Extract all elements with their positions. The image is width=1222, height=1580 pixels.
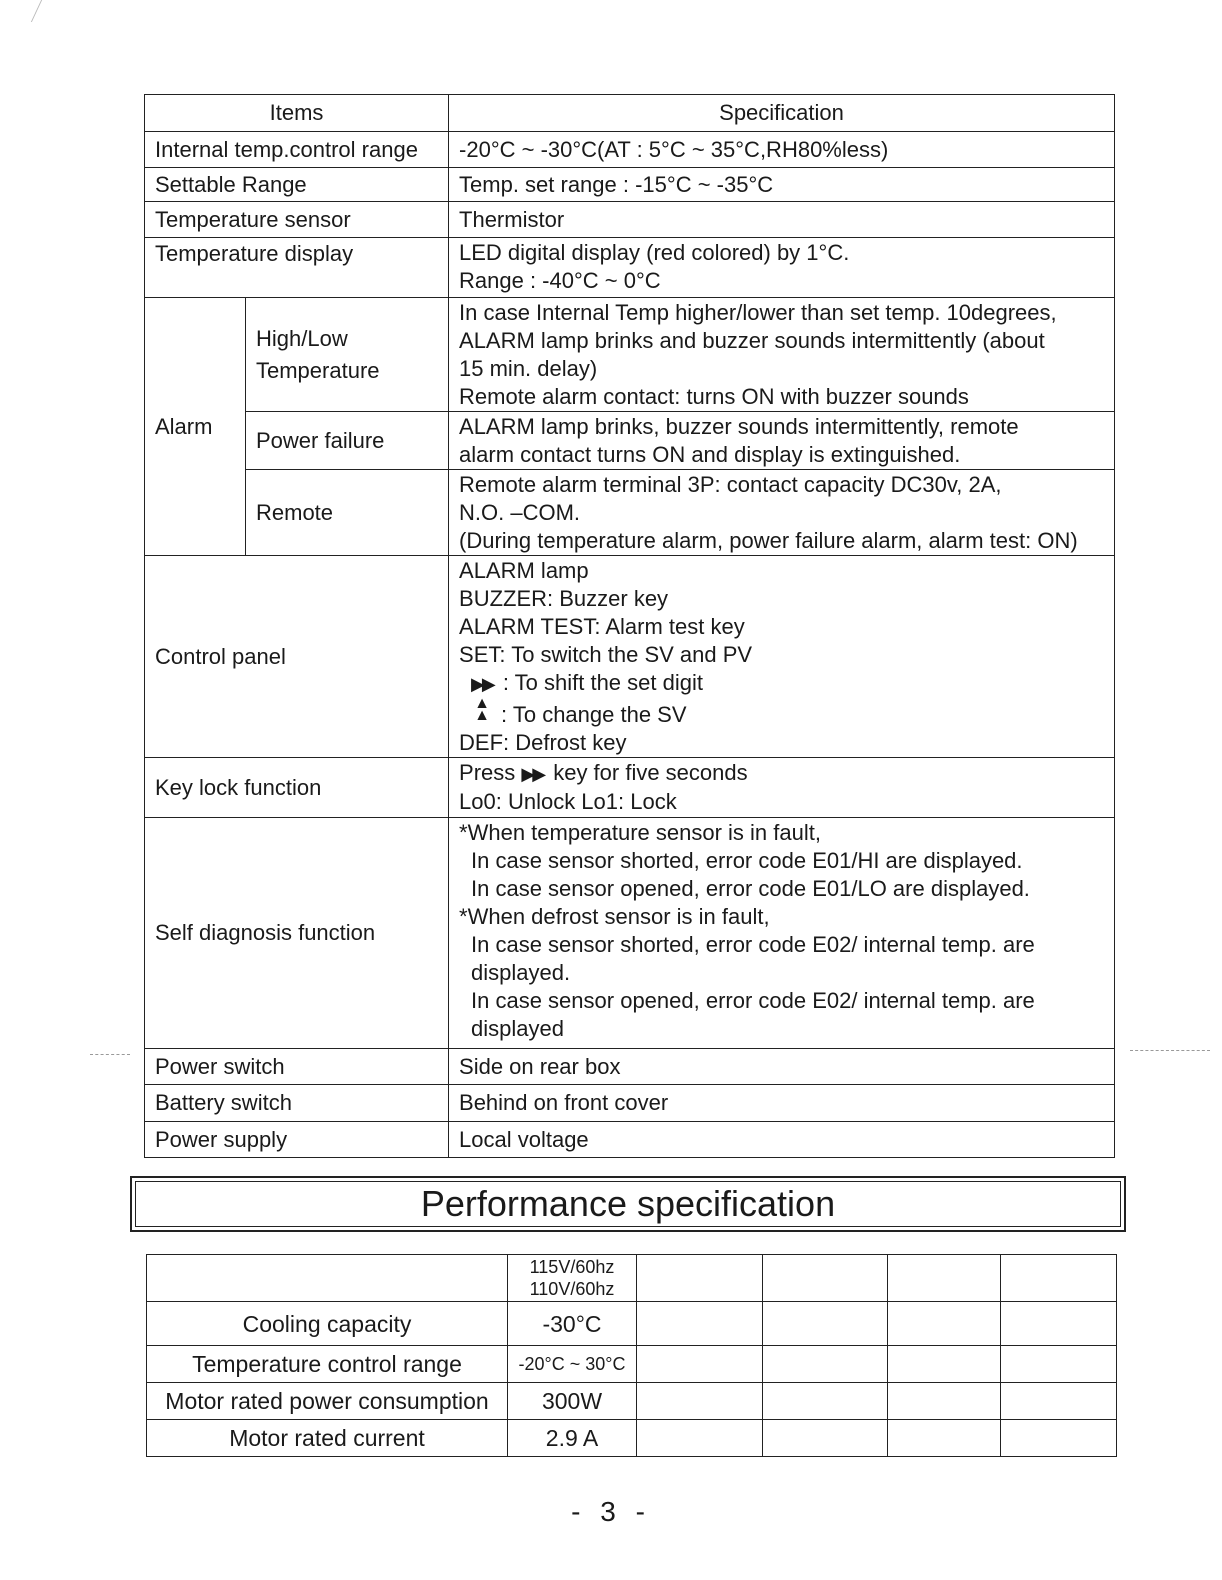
press-rest-text: key for five seconds (553, 760, 748, 785)
spec-line: ALARM TEST: Alarm test key (459, 614, 745, 639)
perf-value: 2.9 A (508, 1420, 637, 1457)
perf-empty-cell (888, 1255, 1001, 1302)
perf-value: -20°C ~ 30°C (508, 1346, 637, 1383)
row-power-switch (145, 1049, 1115, 1085)
spec-line: alarm contact turns ON and display is extinguished. (459, 442, 961, 467)
item-battery-switch: Battery switch (145, 1085, 449, 1122)
spec-line: N.O. –COM. (459, 500, 581, 525)
perf-value: 300W (508, 1383, 637, 1420)
sub-line: Temperature (256, 357, 380, 383)
item-self-diagnosis: Self diagnosis function (145, 818, 449, 1049)
item-power-switch: Power switch (145, 1049, 449, 1085)
specification-table (144, 94, 1115, 1158)
shift-text: : To shift the set digit (502, 670, 703, 695)
row-settable (145, 168, 1115, 202)
item-settable: Settable Range (145, 168, 449, 202)
perf-empty-cell (637, 1346, 763, 1383)
spec-line: displayed (471, 1016, 564, 1041)
spec-line: In case sensor opened, error code E01/LO are displayed. (471, 876, 1030, 901)
spec-line: *When defrost sensor is in fault, (459, 904, 770, 929)
spec-line: ALARM lamp (459, 558, 589, 583)
perf-empty-cell (763, 1420, 888, 1457)
performance-table (146, 1254, 1117, 1457)
perf-empty-cell (1001, 1420, 1117, 1457)
spec-line-shift (459, 669, 1104, 698)
perf-label: Temperature control range (147, 1346, 508, 1383)
performance-title-box (130, 1176, 1126, 1232)
spec-key-lock (449, 758, 1115, 818)
perf-empty-cell (888, 1346, 1001, 1383)
perf-row (147, 1383, 1117, 1420)
spec-high-low (449, 298, 1115, 412)
scan-artifact-line (1130, 1050, 1210, 1051)
spec-line: ALARM lamp brinks, buzzer sounds intermittently, remote (459, 414, 1019, 439)
spec-line: In case sensor shorted, error code E02/ internal temp. are (471, 932, 1035, 957)
perf-empty-cell (888, 1383, 1001, 1420)
up-double-triangle-icon: ▲ ▲ (474, 695, 490, 724)
spec-control-panel (449, 556, 1115, 758)
spec-line: In case sensor opened, error code E02/ internal temp. are (471, 988, 1035, 1013)
row-alarm-remote (145, 470, 1115, 556)
perf-empty-cell (888, 1420, 1001, 1457)
perf-empty-cell (763, 1302, 888, 1346)
spec-settable: Temp. set range : -15°C ~ -35°C (449, 168, 1115, 202)
perf-empty-cell (763, 1346, 888, 1383)
perf-empty-cell (637, 1383, 763, 1420)
item-display: Temperature display (145, 238, 449, 298)
spec-line: displayed. (471, 960, 571, 985)
perf-row (147, 1420, 1117, 1457)
row-internal-temp (145, 132, 1115, 168)
perf-header-empty (147, 1255, 508, 1302)
perf-empty-cell (888, 1302, 1001, 1346)
sub-line: High/Low (256, 325, 348, 351)
scan-artifact-line (90, 1054, 130, 1055)
spec-battery-switch: Behind on front cover (449, 1085, 1115, 1122)
perf-empty-cell (763, 1383, 888, 1420)
header-row (145, 95, 1115, 132)
spec-line: SET: To switch the SV and PV (459, 642, 753, 667)
spec-sensor: Thermistor (449, 202, 1115, 238)
change-text: : To change the SV (501, 702, 687, 727)
row-alarm-high-low (145, 298, 1115, 412)
row-power-supply (145, 1122, 1115, 1158)
item-control-panel: Control panel (145, 556, 449, 758)
perf-row (147, 1346, 1117, 1383)
perf-value: -30°C (508, 1302, 637, 1346)
sub-power-failure: Power failure (246, 412, 449, 470)
spec-line: *When temperature sensor is in fault, (459, 820, 821, 845)
perf-empty-cell (763, 1255, 888, 1302)
item-sensor: Temperature sensor (145, 202, 449, 238)
spec-internal-temp: -20°C ~ -30°C(AT : 5°C ~ 35°C,RH80%less) (449, 132, 1115, 168)
perf-label: Motor rated power consumption (147, 1383, 508, 1420)
spec-line: Range : -40°C ~ 0°C (459, 268, 661, 293)
spec-line: 15 min. delay) (459, 356, 598, 381)
item-power-supply: Power supply (145, 1122, 449, 1158)
spec-self-diagnosis (449, 818, 1115, 1049)
spec-line-change (459, 695, 1104, 729)
perf-empty-cell (1001, 1255, 1117, 1302)
voltage-line: 115V/60hz (529, 1257, 615, 1277)
spec-line: In case sensor shorted, error code E01/HI are displayed. (471, 848, 1023, 873)
row-alarm-power-failure (145, 412, 1115, 470)
row-self-diagnosis (145, 818, 1115, 1049)
spec-line: ALARM lamp brinks and buzzer sounds intermittently (about (459, 328, 1045, 353)
spec-display (449, 238, 1115, 298)
item-key-lock: Key lock function (145, 758, 449, 818)
item-alarm: Alarm (145, 298, 246, 556)
spec-line-press (459, 759, 1104, 788)
perf-empty-cell (1001, 1346, 1117, 1383)
spec-line: BUZZER: Buzzer key (459, 586, 669, 611)
spec-remote (449, 470, 1115, 556)
spec-line: Remote alarm contact: turns ON with buzzer sounds (459, 384, 969, 409)
perf-header-row (147, 1255, 1117, 1302)
spec-line: DEF: Defrost key (459, 730, 627, 755)
spec-line: In case Internal Temp higher/lower than set temp. 10degrees, (459, 300, 1057, 325)
spec-line: LED digital display (red colored) by 1°C. (459, 240, 850, 265)
performance-title: Performance specification (420, 1183, 836, 1224)
voltage-line: 110V/60hz (529, 1279, 615, 1299)
row-battery-switch (145, 1085, 1115, 1122)
row-key-lock (145, 758, 1115, 818)
double-right-triangle-icon: ▶▶ (471, 674, 493, 694)
perf-empty-cell (637, 1255, 763, 1302)
row-control-panel (145, 556, 1115, 758)
spec-power-supply: Local voltage (449, 1122, 1115, 1158)
page-number: - 3 - (571, 1496, 651, 1527)
perf-voltage-header (508, 1255, 637, 1302)
press-text: Press (459, 760, 516, 785)
perf-label: Cooling capacity (147, 1302, 508, 1346)
item-internal-temp: Internal temp.control range (145, 132, 449, 168)
sub-remote: Remote (246, 470, 449, 556)
spec-power-switch: Side on rear box (449, 1049, 1115, 1085)
perf-row (147, 1302, 1117, 1346)
sub-high-low (246, 298, 449, 412)
spec-line: Lo0: Unlock Lo1: Lock (459, 789, 677, 814)
row-display (145, 238, 1115, 298)
perf-empty-cell (1001, 1302, 1117, 1346)
perf-empty-cell (1001, 1383, 1117, 1420)
header-specification: Specification (449, 95, 1115, 132)
spec-line: Remote alarm terminal 3P: contact capacity DC30v, 2A, (459, 472, 1002, 497)
header-items: Items (145, 95, 449, 132)
perf-empty-cell (637, 1420, 763, 1457)
perf-empty-cell (637, 1302, 763, 1346)
spec-power-failure (449, 412, 1115, 470)
row-sensor (145, 202, 1115, 238)
scan-corner-mark (31, 0, 56, 22)
double-right-triangle-icon: ▶▶ (521, 764, 544, 784)
spec-line: (During temperature alarm, power failure alarm, alarm test: ON) (459, 528, 1078, 553)
perf-label: Motor rated current (147, 1420, 508, 1457)
